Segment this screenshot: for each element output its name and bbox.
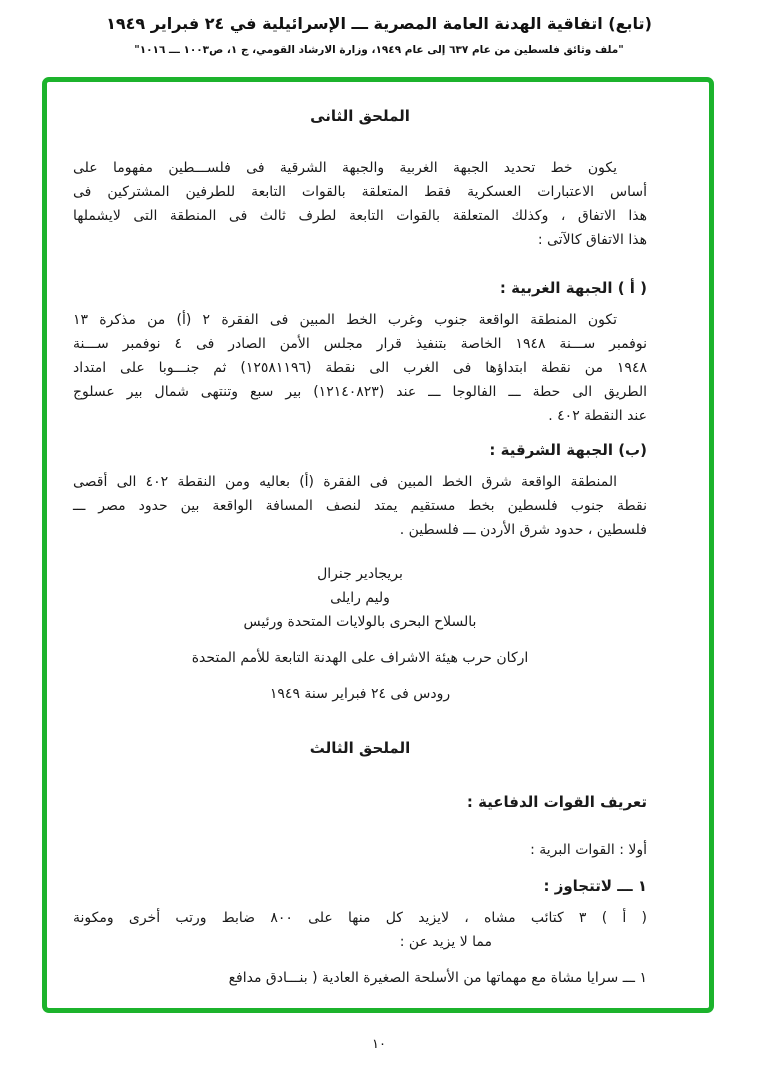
western-front-heading: ( أ ) الجبهة الغربية : — [499, 279, 647, 297]
signatory-rank: بريجادير جنرال — [317, 566, 403, 582]
paragraph-line: تكون المنطقة الواقعة جنوب وغرب الخط المبين فى الفقرة ٢ (أ) من مذكرة ١٣ — [73, 312, 617, 328]
paragraph-line: نقطة جنوب فلسطين بخط مستقيم يمتد لنصف المسافة الواقعة بين حدود مصر ـــ — [73, 498, 647, 514]
paragraph-line: هذا الاتفاق ، وكذلك المتعلقة بالقوات التابعة لطرف ثالث فى المنطقة التى لايشملها — [73, 208, 647, 224]
western-front-paragraph — [73, 308, 647, 428]
land-forces-heading: أولا : القوات البرية : — [530, 842, 647, 858]
sub-item-1-line: ١ ـــ سرايا مشاة مع مهماتها من الأسلحة الصغيرة العادية ( بنـــادق مدافع — [228, 970, 647, 986]
defensive-forces-heading: تعريف القوات الدفاعية : — [466, 793, 647, 811]
paragraph-line: المنطقة الواقعة شرق الخط المبين فى الفقرة (أ) بعاليه ومن النقطة ٤٠٢ الى أقصى — [73, 474, 617, 490]
paragraph-line: هذا الاتفاق كالآتى : — [537, 232, 647, 248]
signature-place-date: رودس فى ٢٤ فبراير سنة ١٩٤٩ — [269, 686, 451, 702]
header-source-citation: "ملف وثائق فلسطين من عام ٦٣٧ إلى عام ١٩٤٩، وزارة الارشاد القومي، ج ١، ص١٠٠٣ ـــ ١٠١٦" — [134, 44, 624, 56]
paragraph-line: مما لا يزيد عن : — [399, 934, 492, 950]
paragraph-line: نوفمبر ســـنة ١٩٤٨ الخاصة بتنفيذ قرار مجلس الأمن الصادر فى ٤ نوفمبر ســـنة — [73, 336, 648, 352]
paragraph-line: أساس الاعتبارات العسكرية فقط المتعلقة بالقوات التابعة للطرفين المشتركين فى — [73, 184, 647, 200]
eastern-front-paragraph — [73, 470, 647, 542]
not-exceed-heading: ١ ـــ لاتتجاوز : — [543, 877, 647, 895]
signatory-name: وليم رايلى — [330, 590, 390, 606]
signature-block — [90, 562, 630, 706]
paragraph-line: الطريق الى حطة ـــ الفالوجا ـــ عند (١٢١٤٠٨٢٣) بير سبع وتنتهى شمال بير عسلوج — [73, 384, 647, 400]
document-body — [47, 82, 709, 1008]
item-a-paragraph — [73, 906, 647, 954]
signatory-title-line: اركان حرب هيئة الاشراف على الهدنة التابعة للأمم المتحدة — [191, 650, 529, 666]
paragraph-line: فلسطين ، حدود شرق الأردن ـــ فلسطين . — [399, 522, 647, 538]
page-number: ١٠ — [372, 1037, 386, 1052]
paragraph-line: ١٩٤٨ من نقطة ابتداؤها فى الغرب الى نقطة (١٢٥٨١١٩٦) ثم جنـــوبا على امتداد — [73, 360, 647, 376]
paragraph-line: يكون خط تحديد الجبهة الغربية والجبهة الشرقية فى فلســـطين مفهوما على — [73, 160, 617, 176]
paragraph-line: عند النقطة ٤٠٢ . — [548, 408, 647, 424]
annex2-title: الملحق الثانى — [310, 107, 410, 125]
signatory-title-line: بالسلاح البحرى بالولايات المتحدة ورئيس — [243, 614, 477, 630]
eastern-front-heading: (ب) الجبهة الشرقية : — [489, 441, 647, 459]
annex3-title: الملحق الثالث — [309, 739, 411, 757]
annex2-intro-paragraph — [73, 156, 647, 252]
header-title: (تابع) اتفاقية الهدنة العامة المصرية ـــ الإسرائيلية في ٢٤ فبراير ١٩٤٩ — [106, 14, 652, 33]
paragraph-line: ( أ ) ٣ كتائب مشاه ، لايزيد كل منها على ٨٠٠ ضابط ورتب أخرى ومكونة — [73, 910, 647, 926]
